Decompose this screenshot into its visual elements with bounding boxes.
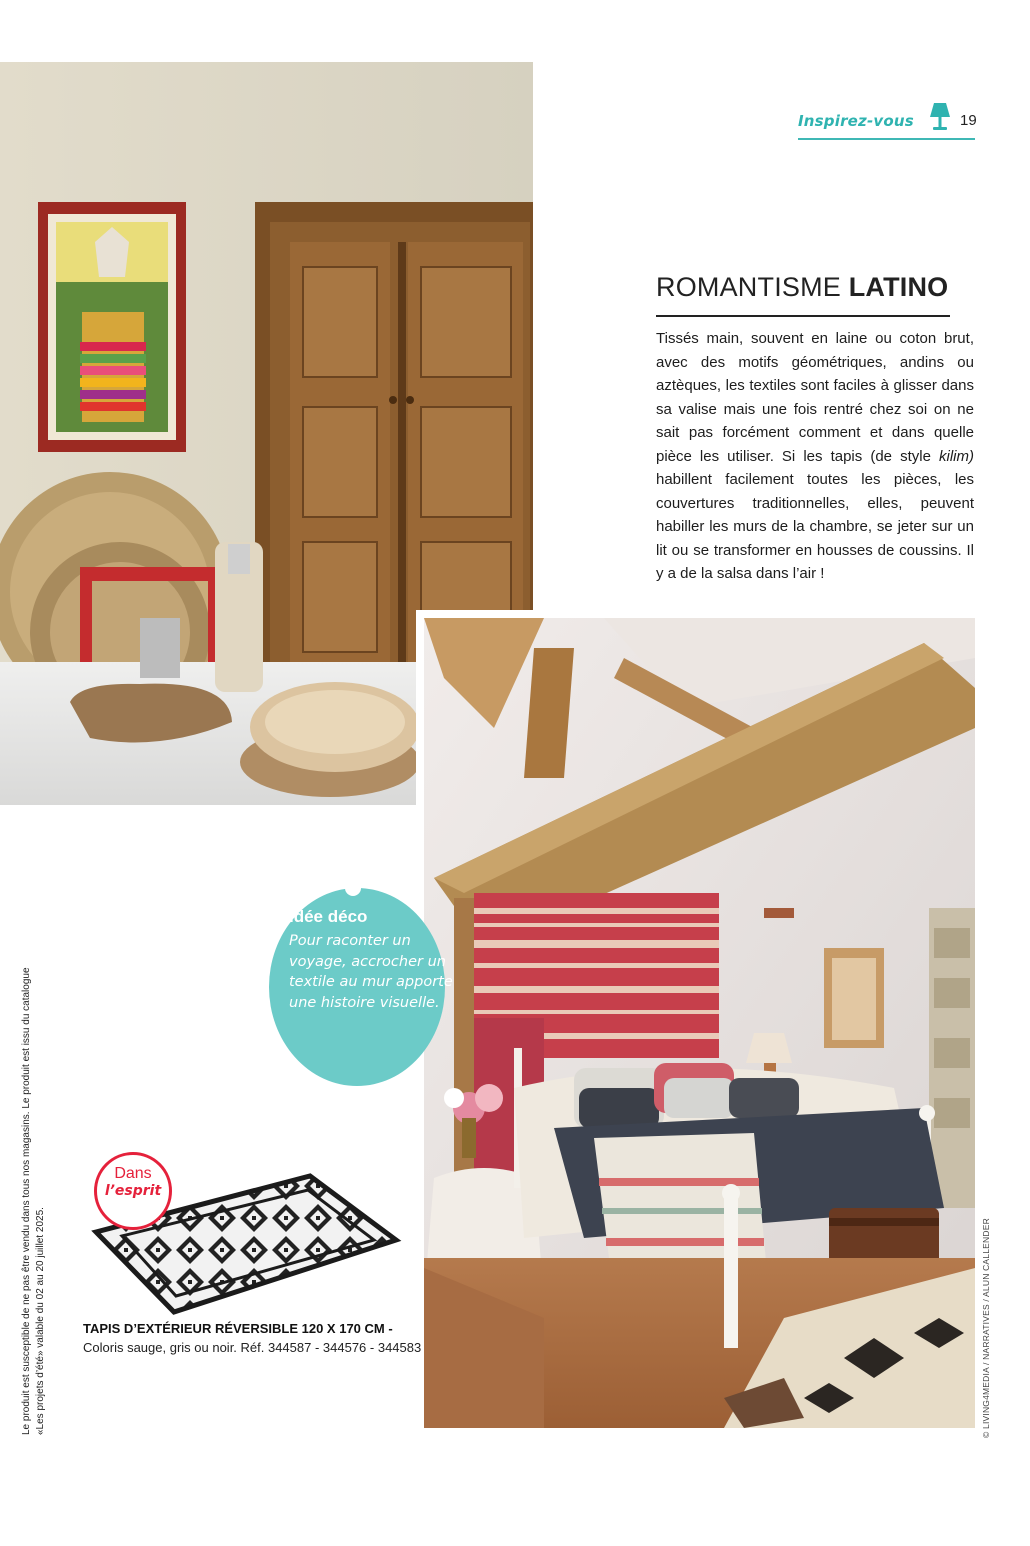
badge-line-1: Dans — [114, 1165, 152, 1182]
bedroom-photo-frame — [416, 610, 983, 1430]
lamp-icon — [929, 102, 951, 132]
tip-heading: Idée déco — [289, 907, 368, 926]
dans-lesprit-badge — [94, 1152, 172, 1230]
body-part-1: Tissés main, souvent en laine ou coton brut, avec des motifs géométriques, andins ou aztèques, les textiles sont faciles à glisser dans sa valise mais une fois rentré chez soi on ne sait pas forcément comment et dans quelle pièce les utiliser. Si les tapis (de style — [656, 330, 974, 465]
tip-dot — [345, 880, 361, 896]
product-title: TAPIS D’EXTÉRIEUR RÉVERSIBLE 120 X 170 CM - — [83, 1321, 393, 1336]
page-header — [798, 102, 975, 140]
article-title — [656, 272, 948, 303]
title-light: ROMANTISME — [656, 272, 849, 302]
tip-text: Pour raconter un voyage, accrocher un textile au mur apporte une histoire visuelle. — [289, 933, 453, 1011]
article-body — [656, 327, 974, 586]
title-divider — [656, 315, 950, 317]
badge-line-2: l’esprit — [104, 1183, 162, 1199]
bedroom-photo — [424, 618, 975, 1428]
body-part-2: habillent facilement toutes les pièces, les couvertures traditionnelles, elles, peuvent habiller les murs de la chambre, se jeter sur un lit ou se transformer en housses de coussins. Il y a de la salsa dans l’air ! — [656, 471, 974, 582]
legal-notice: Le produit est susceptible de ne pas être vendu dans tous nos magasins. Le produit est issu du catalogue «Les projets d’été» valable du 02 au 20 juillet 2025. — [21, 967, 46, 1435]
title-bold: LATINO — [848, 272, 949, 302]
page-number: 19 — [960, 112, 977, 129]
product-description: Coloris sauge, gris ou noir. Réf. 344587 - 344576 - 344583 — [83, 1340, 422, 1355]
section-label: Inspirez-vous — [798, 112, 914, 130]
photo-credit: © LIVING4MEDIA / NARRATIVES / ALUN CALLENDER — [981, 1218, 991, 1438]
deco-tip — [269, 870, 453, 1086]
body-italic: kilim) — [939, 447, 974, 465]
